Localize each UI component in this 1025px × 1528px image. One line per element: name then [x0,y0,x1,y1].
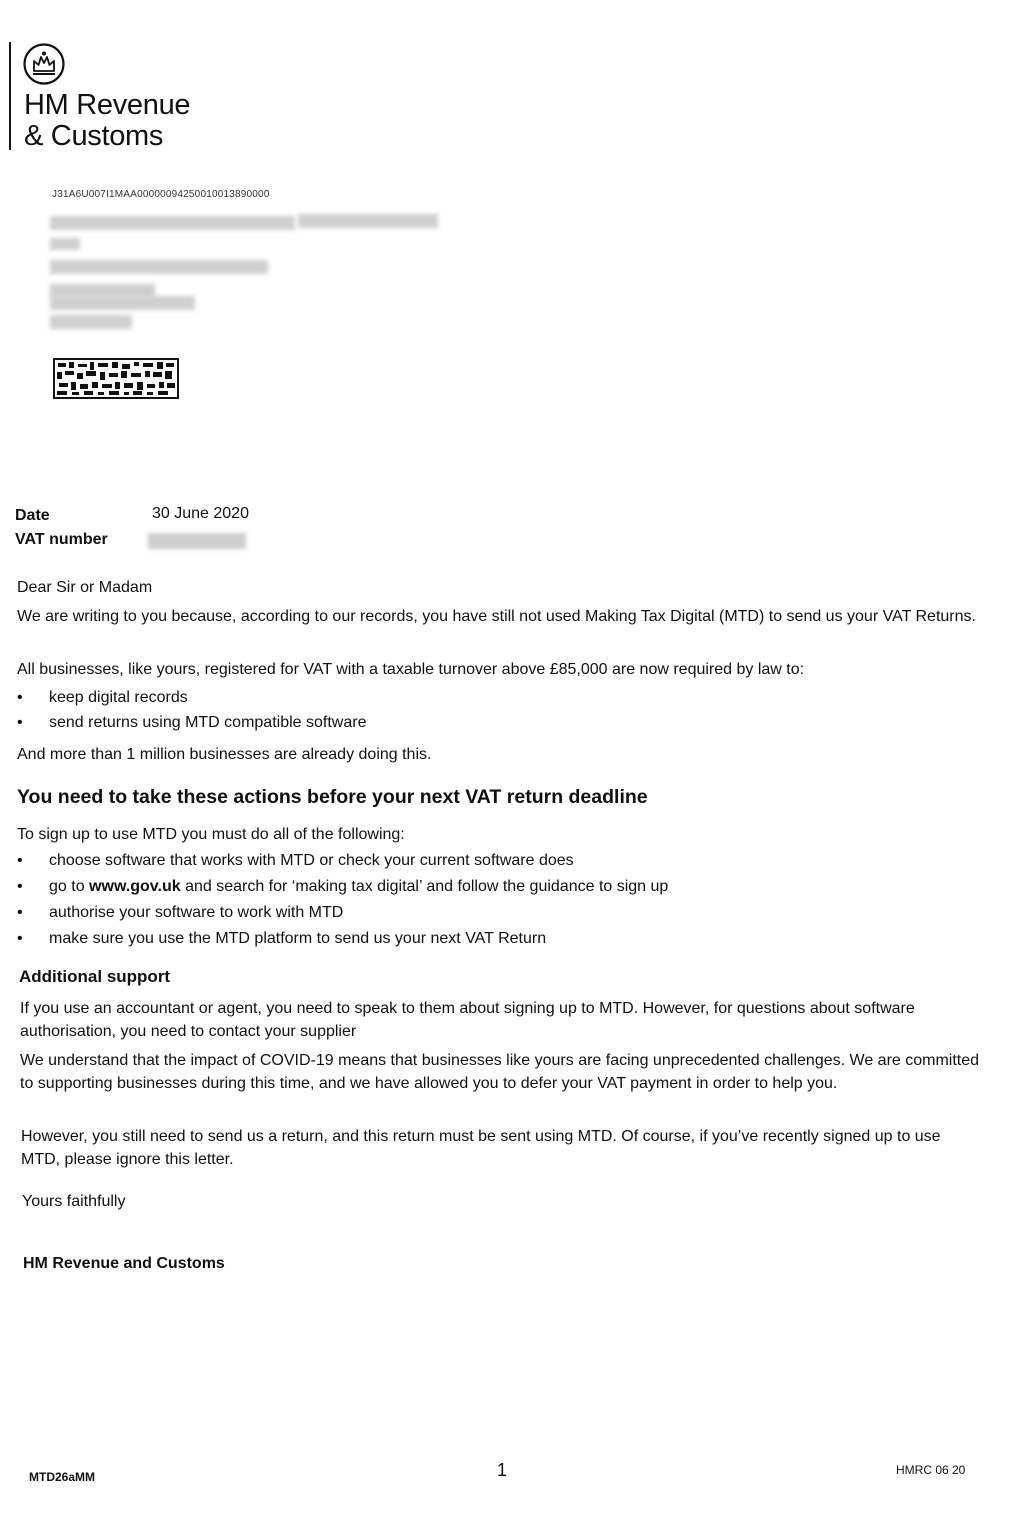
paragraph-stat: And more than 1 million businesses are already doing this. [17,746,432,763]
heading-support: Additional support [19,967,171,986]
list-item: • go to www.gov.uk and search for ‘making tax digital’ and follow the guidance to sign up [17,878,669,895]
list-item-text: and search for ‘making tax digital’ and follow the guidance to sign up [185,878,669,895]
vat-number-label: VAT number [15,531,108,548]
paragraph-agent: If you use an accountant or agent, you need to speak to them about signing up to MTD. However, for questions about software authorisation, you need to contact your supplier [20,1000,915,1040]
list-item: • keep digital records [17,689,188,706]
list-item-text: make sure you use the MTD platform to send us your next VAT Return [49,930,547,947]
reference-number: J31A6U007I1MAA00000094250010013890000 [52,189,270,200]
heading-actions: You need to take these actions before your next VAT return deadline [17,786,648,808]
list-item-text: send returns using MTD compatible software [49,714,367,731]
list-item-text: choose software that works with MTD or check your current software does [49,852,574,869]
form-code: MTD26aMM [29,1470,96,1484]
date-value: 30 June 2020 [152,505,249,522]
sign-off: Yours faithfully [22,1193,126,1210]
paragraph-signup: To sign up to use MTD you must do all of the following: [17,826,405,843]
org-name [24,90,190,152]
barcode-matrix [52,357,180,400]
list-item: • choose software that works with MTD or check your current software does [17,852,574,869]
list-item: • make sure you use the MTD platform to send us your next VAT Return [17,930,547,947]
org-name-line1: HM Revenue [24,89,191,121]
list-item-text: go to [49,878,85,895]
vat-number-redacted [148,533,246,549]
paragraph-return: However, you still need to send us a return, and this return must be sent using MTD. Of course, if you’ve recently signed up to use MTD, please ignore this letter. [21,1128,941,1168]
list-item-text: authorise your software to work with MTD [49,904,344,921]
list-item: • authorise your software to work with MTD [17,904,344,921]
page-number: 1 [497,1460,508,1480]
signature: HM Revenue and Customs [23,1255,225,1272]
org-name-line2: & Customs [24,120,164,152]
salutation: Dear Sir or Madam [17,579,153,596]
list-item-text: keep digital records [49,689,188,706]
paragraph-covid: We understand that the impact of COVID-19 means that businesses like yours are facing unprecedented challenges. We are committed to supporting businesses during this time, and we have allowed you to defer your VAT payment in order to help you. [20,1052,980,1092]
date-label: Date [15,507,50,524]
logo-rule [9,42,11,150]
list-item: • send returns using MTD compatible software [17,714,367,731]
royal-crest-icon [22,42,66,86]
form-reference: HMRC 06 20 [896,1463,966,1477]
paragraph-intro: We are writing to you because, according to our records, you have still not used Making Tax Digital (MTD) to send us your VAT Returns. [17,608,976,625]
paragraph-requirement: All businesses, like yours, registered for VAT with a taxable turnover above £85,000 are now required by law to: [17,661,805,678]
govuk-link[interactable]: www.gov.uk [89,878,181,895]
